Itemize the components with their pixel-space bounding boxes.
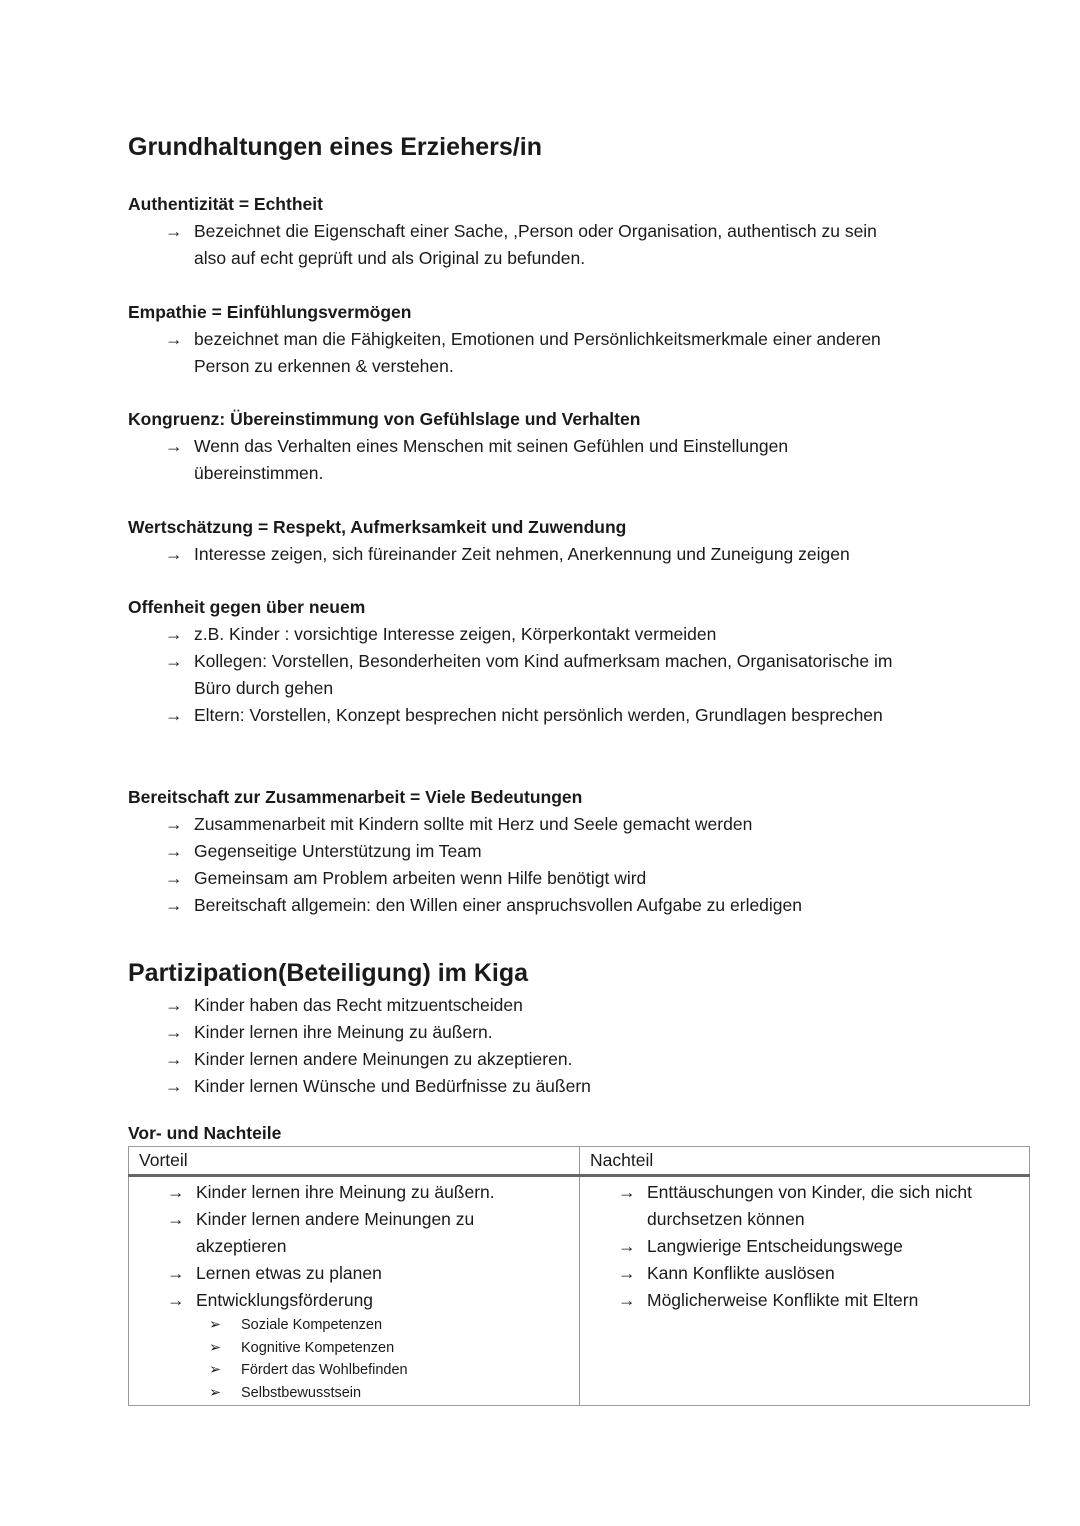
list-item: [165, 1046, 899, 1073]
list-item: [165, 1073, 899, 1100]
arrow-icon: →: [618, 1263, 636, 1283]
arrow-icon: →: [165, 1049, 183, 1069]
list-item-text: Kinder lernen andere Meinungen zu akzeptieren.: [194, 1049, 573, 1069]
arrow-icon: →: [165, 651, 183, 671]
list-item-text: Gemeinsam am Problem arbeiten wenn Hilfe benötigt wird: [194, 868, 647, 888]
list-item-text: Soziale Kompetenzen: [241, 1317, 383, 1333]
section: [128, 514, 928, 568]
arrow-icon: →: [165, 624, 183, 644]
list-item-text: Entwicklungsförderung: [196, 1290, 374, 1310]
section: [128, 406, 928, 487]
list-item: [165, 621, 899, 648]
arrow-icon: →: [618, 1182, 636, 1202]
section: [128, 594, 928, 729]
section-heading: Authentizität = Echtheit: [128, 194, 323, 214]
list-item-text: Wenn das Verhalten eines Menschen mit seinen Gefühlen und Einstellungen übereinstimmen.: [194, 436, 789, 483]
list-item-text: Kann Konflikte auslösen: [647, 1263, 835, 1283]
section-heading: Empathie = Einfühlungsvermögen: [128, 302, 412, 322]
list-item: [167, 1287, 569, 1314]
list-item-text: Kollegen: Vorstellen, Besonderheiten vom Kind aufmerksam machen, Organisatorische im Büro durch gehen: [194, 651, 893, 698]
arrow-icon: →: [167, 1290, 185, 1310]
list-item: [618, 1287, 1019, 1314]
arrow-icon: →: [165, 995, 183, 1015]
arrow-icon: →: [165, 895, 183, 915]
list-item: [167, 1206, 569, 1260]
list-item-text: Interesse zeigen, sich füreinander Zeit nehmen, Anerkennung und Zuneigung zeigen: [194, 544, 850, 564]
arrow-icon: →: [167, 1209, 185, 1229]
vorteil-cell: [129, 1176, 580, 1406]
arrow-icon: →: [165, 221, 183, 241]
list-item: [165, 838, 899, 865]
list-item: [209, 1382, 569, 1405]
list-item-text: Kinder haben das Recht mitzuentscheiden: [194, 995, 523, 1015]
section-heading: Wertschätzung = Respekt, Aufmerksamkeit und Zuwendung: [128, 517, 627, 537]
list-item-text: Bereitschaft allgemein: den Willen einer anspruchsvollen Aufgabe zu erledigen: [194, 895, 803, 915]
list-item-text: z.B. Kinder : vorsichtige Interesse zeigen, Körperkontakt vermeiden: [194, 624, 717, 644]
list-item: [618, 1260, 1019, 1287]
column-header-vorteil: Vorteil: [129, 1147, 580, 1176]
arrow-icon: →: [165, 1022, 183, 1042]
list-item: [167, 1260, 569, 1287]
list-item: [165, 992, 899, 1019]
list-item-text: Kinder lernen Wünsche und Bedürfnisse zu äußern: [194, 1076, 591, 1096]
list-item: [165, 541, 899, 568]
list-item: [165, 865, 899, 892]
list-item-text: Bezeichnet die Eigenschaft einer Sache, ,Person oder Organisation, authentisch zu sein also auf echt geprüft und als Original zu befunden.: [194, 221, 877, 268]
list-item: [165, 433, 899, 487]
arrow-icon: →: [618, 1290, 636, 1310]
sub-bullet-icon: ➢: [209, 1339, 222, 1356]
arrow-icon: →: [167, 1182, 185, 1202]
section: [128, 784, 928, 919]
list-item: [618, 1179, 1019, 1233]
list-item: [165, 326, 899, 380]
list-item-text: Kinder lernen ihre Meinung zu äußern.: [194, 1022, 493, 1042]
list-item-text: Kinder lernen ihre Meinung zu äußern.: [196, 1182, 495, 1202]
pros-cons-table: [128, 1146, 1030, 1406]
section-heading: Offenheit gegen über neuem: [128, 597, 366, 617]
list-item: [165, 648, 899, 702]
arrow-icon: →: [165, 705, 183, 725]
partizipation-list: [128, 992, 928, 1100]
arrow-icon: →: [165, 868, 183, 888]
list-item: [165, 702, 899, 729]
list-item-text: Möglicherweise Konflikte mit Eltern: [647, 1290, 919, 1310]
nachteil-cell: [580, 1176, 1030, 1406]
page-title: Grundhaltungen eines Erziehers/in: [128, 133, 542, 161]
list-item: [209, 1314, 569, 1337]
partizipation-title: Partizipation(Beteiligung) im Kiga: [128, 959, 529, 987]
list-item-text: Selbstbewusstsein: [241, 1384, 362, 1401]
list-item: [165, 892, 899, 919]
list-item: [165, 1019, 899, 1046]
list-item-text: Enttäuschungen von Kinder, die sich nicht durchsetzen können: [647, 1182, 972, 1229]
sub-bullet-icon: ➢: [209, 1317, 222, 1333]
list-item: [165, 218, 899, 272]
section-heading: Bereitschaft zur Zusammenarbeit = Viele Bedeutungen: [128, 787, 583, 807]
list-item-text: Gegenseitige Unterstützung im Team: [194, 841, 482, 861]
list-item-text: Zusammenarbeit mit Kindern sollte mit Herz und Seele gemacht werden: [194, 814, 753, 834]
sub-bullet-icon: ➢: [209, 1362, 222, 1378]
list-item: [165, 811, 899, 838]
list-item-text: Fördert das Wohlbefinden: [241, 1362, 408, 1378]
section: [128, 191, 928, 272]
list-item-text: Lernen etwas zu planen: [196, 1263, 382, 1283]
arrow-icon: →: [165, 814, 183, 834]
list-item-text: bezeichnet man die Fähigkeiten, Emotionen und Persönlichkeitsmerkmale einer anderen Person zu erkennen & verstehen.: [194, 329, 881, 376]
sub-bullet-icon: ➢: [209, 1384, 222, 1401]
arrow-icon: →: [167, 1263, 185, 1283]
list-item-text: Kognitive Kompetenzen: [241, 1339, 395, 1356]
arrow-icon: →: [165, 1076, 183, 1096]
arrow-icon: →: [618, 1236, 636, 1256]
list-item: [618, 1233, 1019, 1260]
list-item-text: Langwierige Entscheidungswege: [647, 1236, 903, 1256]
list-item: [167, 1179, 569, 1206]
section-heading: Kongruenz: Übereinstimmung von Gefühlslage und Verhalten: [128, 409, 641, 429]
list-item-text: Eltern: Vorstellen, Konzept besprechen nicht persönlich werden, Grundlagen besprechen: [194, 705, 883, 725]
arrow-icon: →: [165, 436, 183, 456]
list-item: [209, 1359, 569, 1382]
list-item-text: Kinder lernen andere Meinungen zu akzeptieren: [196, 1209, 475, 1256]
table-heading: Vor- und Nachteile: [128, 1123, 282, 1143]
list-item: [209, 1337, 569, 1360]
arrow-icon: →: [165, 544, 183, 564]
section: [128, 299, 928, 380]
arrow-icon: →: [165, 841, 183, 861]
arrow-icon: →: [165, 329, 183, 349]
column-header-nachteil: Nachteil: [580, 1147, 1030, 1176]
